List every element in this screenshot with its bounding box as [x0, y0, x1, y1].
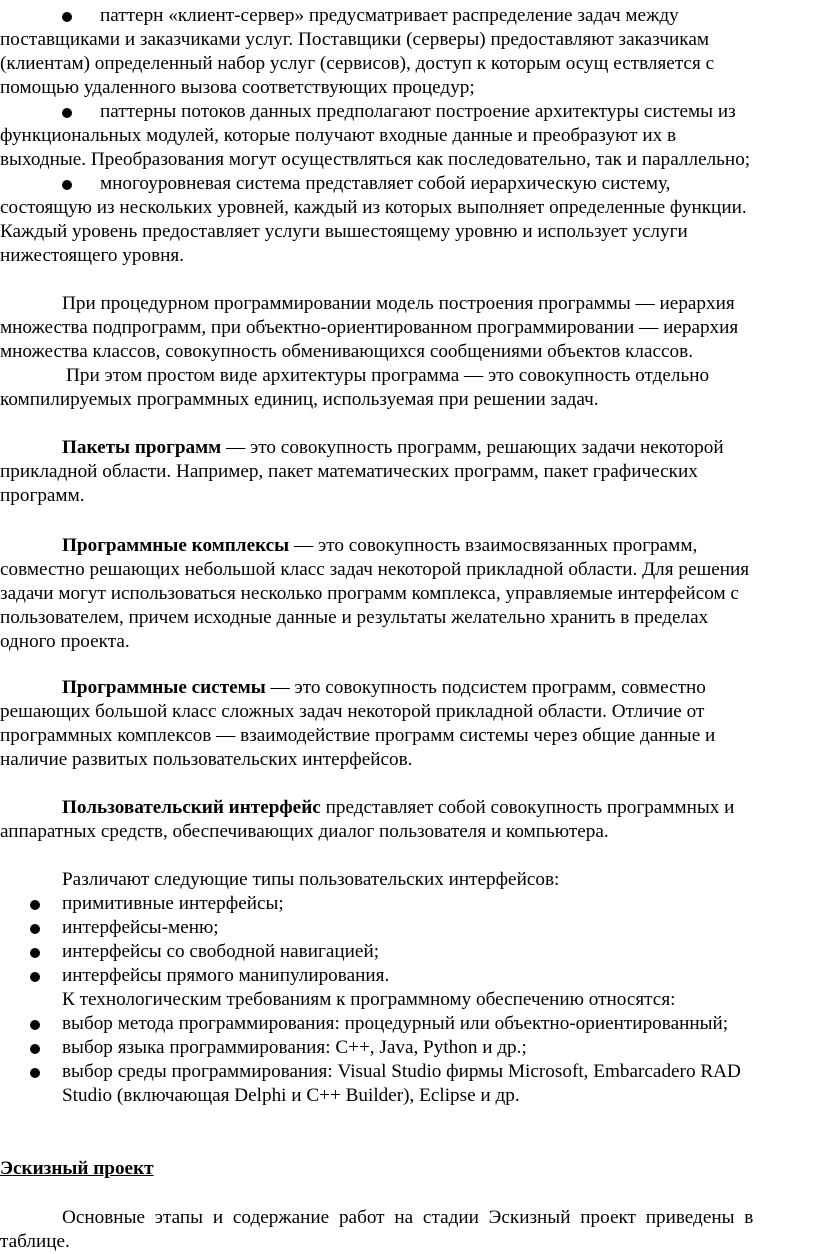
- text-line: программных комплексов — взаимодействие программ системы через общие данные и: [0, 725, 716, 746]
- bullet-icon: [30, 972, 40, 982]
- text-line: При процедурном программировании модель построения программы — иерархия: [62, 293, 735, 314]
- bullet-icon: [30, 1044, 40, 1054]
- text-line: (клиентам) определенный набор услуг (сервисов), доступ к которым осущ ествляется с: [0, 53, 715, 74]
- text-line: выбор среды программирования: Visual Studio фирмы Microsoft, Embarcadero RAD: [62, 1061, 741, 1082]
- text-line: интерфейсы прямого манипулирования.: [62, 965, 390, 986]
- list-item: [62, 1036, 816, 1060]
- section-heading: Эскизный проект: [0, 1158, 154, 1179]
- list-item: [62, 916, 802, 940]
- text-line: Studio (включающая Delphi и C++ Builder), Eclipse и др.: [62, 1085, 520, 1106]
- text-line: паттерны потоков данных предполагают построение архитектуры системы из: [100, 101, 736, 122]
- bullet-paragraph: [0, 4, 816, 100]
- text-line: аппаратных средств, обеспечивающих диалог пользователя и компьютера.: [0, 821, 609, 842]
- paragraph-simple-architecture: [0, 364, 816, 412]
- text-line: паттерн «клиент-сервер» предусматривает распределение задач между: [100, 5, 679, 26]
- term-bold: Программные комплексы: [62, 535, 290, 556]
- bullet-icon: [30, 1020, 40, 1030]
- bullet-paragraph: [0, 100, 816, 172]
- paragraph-final: [0, 1206, 816, 1254]
- list-item: [62, 1012, 816, 1036]
- text-line: компилируемых программных единиц, используемая при решении задач.: [0, 389, 599, 410]
- text-line: одного проекта.: [0, 631, 130, 652]
- text-line: таблице.: [0, 1231, 70, 1252]
- list-item: [62, 964, 802, 988]
- text-span: — это совокупность программ, решающих задачи некоторой: [221, 437, 724, 458]
- text-line: примитивные интерфейсы;: [62, 893, 284, 914]
- bullet-icon: [30, 924, 40, 934]
- text-line: помощью удаленного вызова соответствующих процедур;: [0, 77, 475, 98]
- text-line: Основные этапы и содержание работ на стадии Эскизный проект приведены в: [62, 1207, 754, 1228]
- text-line: Различают следующие типы пользовательских интерфейсов:: [62, 869, 560, 890]
- text-line: наличие развитых пользовательских интерфейсов.: [0, 749, 413, 770]
- text-line: выбор языка программирования: C++, Java, Python и др.;: [62, 1037, 527, 1058]
- bullet-icon: [30, 900, 40, 910]
- types-intro: [0, 868, 816, 892]
- paragraph-user-interface: [0, 796, 816, 844]
- text-line: прикладной области. Например, пакет математических программ, пакет графических: [0, 461, 698, 482]
- list-item: [62, 940, 802, 964]
- text-span: — это совокупность взаимосвязанных программ,: [289, 535, 698, 556]
- term-bold: Пользовательский интерфейс: [62, 797, 321, 818]
- text-line: множества подпрограмм, при объектно-ориентированном программировании — иерархия: [0, 317, 739, 338]
- text-line: Каждый уровень предоставляет услуги вышестоящему уровню и использует услуги: [0, 221, 688, 242]
- text-line: пользователем, причем исходные данные и результаты желательно хранить в пределах: [0, 607, 709, 628]
- term-bold: Программные системы: [62, 677, 266, 698]
- text-span: представляет собой совокупность программных и: [320, 797, 735, 818]
- text-line: интерфейсы-меню;: [62, 917, 219, 938]
- paragraph-systems: [0, 676, 816, 772]
- text-line: поставщиками и заказчиками услуг. Поставщики (серверы) предоставляют заказчикам: [0, 29, 709, 50]
- text-line: выбор метода программирования: процедурный или объектно-ориентированный;: [62, 1013, 729, 1034]
- text-line: совместно решающих небольшой класс задач некоторой прикладной области. Для решения: [0, 559, 750, 580]
- list-item: [62, 892, 802, 916]
- paragraph-packages: [0, 436, 816, 508]
- text-line: задачи могут использоваться несколько программ комплекса, управляемые интерфейсом с: [0, 583, 739, 604]
- paragraph-procedural: [0, 292, 816, 364]
- text-line: состоящую из нескольких уровней, каждый из которых выполняет определенные функции.: [0, 197, 747, 218]
- text-line: При этом простом виде архитектуры программа — это совокупность отдельно: [66, 365, 710, 386]
- text-span: — это совокупность подсистем программ, совместно: [265, 677, 706, 698]
- bullet-paragraph: [0, 172, 816, 268]
- text-line: программ.: [0, 485, 85, 506]
- term-bold: Пакеты программ: [62, 437, 222, 458]
- text-line: выходные. Преобразования могут осуществляться как последовательно, так и параллельно;: [0, 149, 751, 170]
- text-line: функциональных модулей, которые получают входные данные и преобразуют их в: [0, 125, 677, 146]
- text-line: множества классов, совокупность обменивающихся сообщениями объектов классов.: [0, 341, 694, 362]
- text-line: решающих большой класс сложных задач некоторой прикладной области. Отличие от: [0, 701, 705, 722]
- text-line: интерфейсы со свободной навигацией;: [62, 941, 380, 962]
- text-line: нижестоящего уровня.: [0, 245, 185, 266]
- requirements-intro: [0, 988, 816, 1012]
- text-line: К технологическим требованиям к программному обеспечению относятся:: [62, 989, 676, 1010]
- bullet-icon: [30, 1068, 40, 1078]
- bullet-icon: [30, 948, 40, 958]
- paragraph-complexes: [0, 534, 816, 654]
- list-item: [62, 1060, 816, 1108]
- text-line: многоуровневая система представляет собой иерархическую систему,: [100, 173, 671, 194]
